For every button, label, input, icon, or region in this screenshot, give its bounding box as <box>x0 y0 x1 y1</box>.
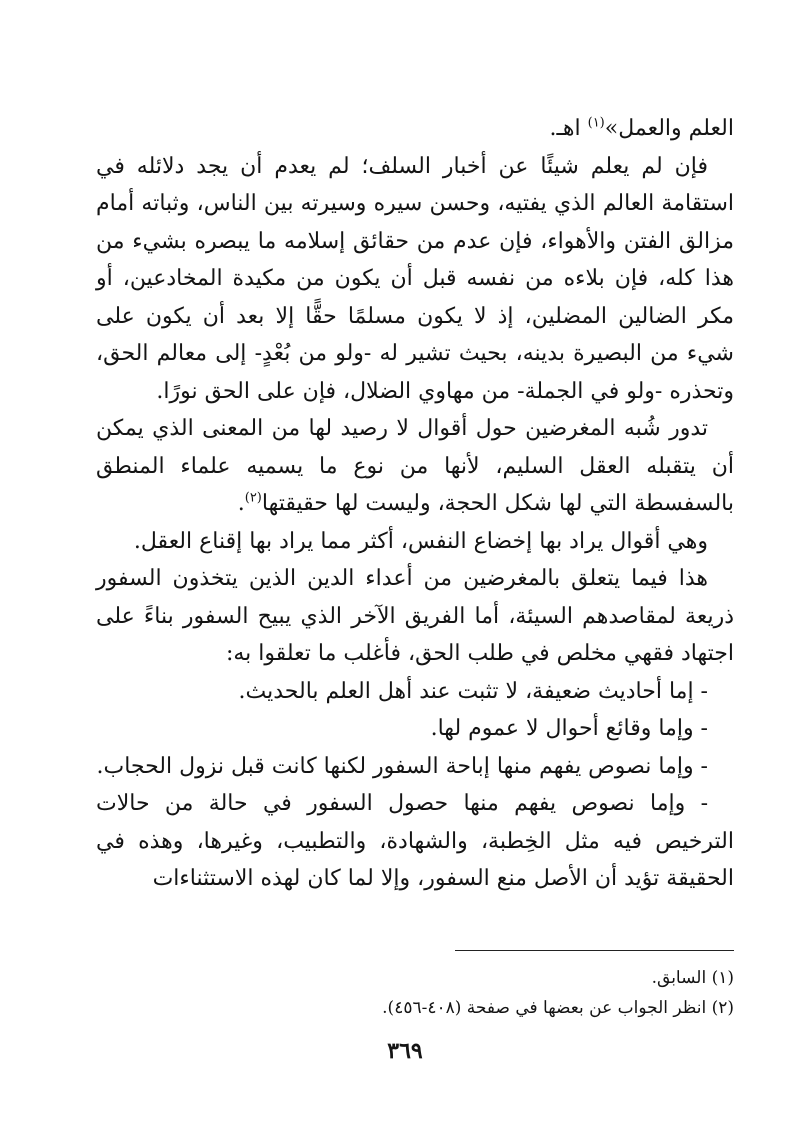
paragraph-4: وهي أقوال يراد بها إخضاع النفس، أكثر مما يراد بها إقناع العقل. <box>133 528 708 554</box>
paragraph-1-tail: اهـ. <box>549 116 588 141</box>
footnote-ref-2: (٢) <box>244 490 262 506</box>
list-item-1: - إما أحاديث ضعيفة، لا تثبت عند أهل العلم بالحديث. <box>238 678 708 704</box>
footnotes <box>96 963 734 1023</box>
page-number: ٣٦٩ <box>387 1038 423 1064</box>
paragraph-3-tail: . <box>237 491 245 516</box>
list-item-3: - وإما نصوص يفهم منها إباحة السفور لكنها كانت قبل نزول الحجاب. <box>96 753 708 779</box>
list-item-2: - وإما وقائع أحوال لا عموم لها. <box>430 716 708 741</box>
paragraph-2: فإن لم يعلم شيئًا عن أخبار السلف؛ لم يعدم أن يجد دلائله في استقامة العالم الذي يفتيه، وحسن سيره وسيرته بين الناس، وثباته أمام مزالق الفتن والأهواء، فإن عدم من حقائق إسلامه ما يبصره بشيء من هذا كله، فإن بلاءه من نفسه قبل أن يكون من مكيدة المخادعين، أو مكر الضالين المضلين، إذ لا يكون مسلمًا حقًّا إلا بعد أن يكون على شيء من البصيرة بدينه، بحيث تشير له -ولو من بُعْدٍ- إلى معالم الحق، وتحذره -ولو في الجملة- من مهاوي الضلال، فإن على الحق نورًا. <box>96 153 734 404</box>
footnote-divider <box>455 950 734 951</box>
paragraph-1 <box>96 110 734 148</box>
footnote-ref-1: (١) <box>587 115 605 131</box>
paragraph-3-text: تدور شُبه المغرضين حول أقوال لا رصيد لها من المعنى الذي يمكن أن يتقبله العقل السليم، لأنها من نوع ما يسميه علماء المنطق بالسفسطة التي لها شكل الحجة، وليست لها حقيقتها <box>96 416 734 516</box>
footnote-2: (٢) انظر الجواب عن بعضها في صفحة (٤٠٨-٤٥٦). <box>382 998 734 1018</box>
paragraph-3 <box>96 410 734 523</box>
paragraph-1-text: العلم والعمل» <box>604 116 734 141</box>
footnote-1: (١) السابق. <box>651 968 734 988</box>
list-item-4: - وإما نصوص يفهم منها حصول السفور في حالة من حالات الترخيص فيه مثل الخِطبة، والشهادة، والتطبيب، وغيرها، وهذه في الحقيقة تؤيد أن الأصل منع السفور، وإلا لما كان لهذه الاستثناءات <box>96 791 734 891</box>
page-body <box>96 110 734 898</box>
main-text <box>96 110 734 898</box>
paragraph-5: هذا فيما يتعلق بالمغرضين من أعداء الدين الذين يتخذون السفور ذريعة لمقاصدهم السيئة، أما الفريق الآخر الذي يبيح السفور بناءً على اجتهاد فقهي مخلص في طلب الحق، فأغلب ما تعلقوا به: <box>96 566 734 666</box>
